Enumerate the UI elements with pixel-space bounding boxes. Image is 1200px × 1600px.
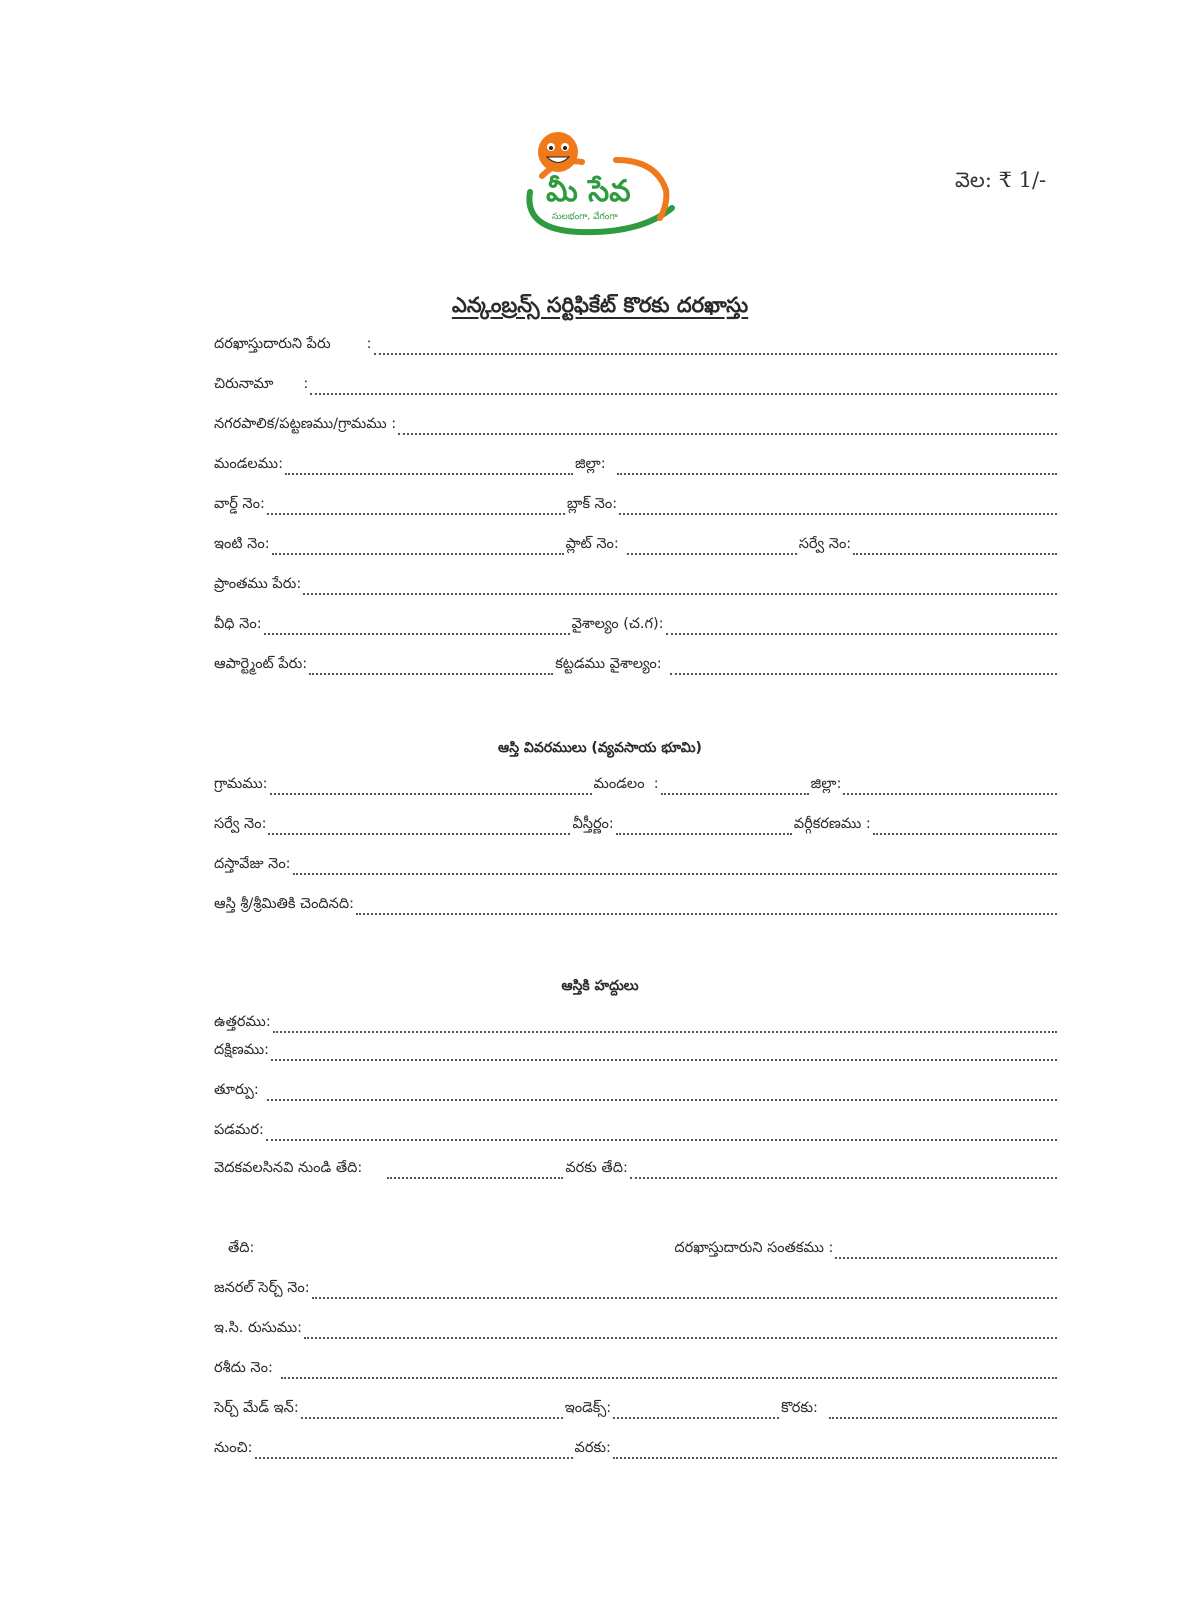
input-line[interactable] <box>293 873 1057 875</box>
input-line[interactable] <box>616 833 792 835</box>
input-line[interactable] <box>853 553 1057 555</box>
label: సర్వే నెం: <box>798 536 852 552</box>
label: సర్వే నెం <box>214 816 262 832</box>
label: దక్షిణము <box>214 1042 265 1058</box>
field-west: పడమర : <box>214 1122 1059 1146</box>
label: వరకు <box>574 1440 607 1456</box>
label: సెర్చ్ మేడ్ ఇన్ <box>214 1400 294 1416</box>
input-line[interactable] <box>270 793 592 795</box>
field-survey-extent-class: సర్వే నెం : వీస్తీర్ణం : వర్గీకరణము : <box>214 816 1059 840</box>
label: ఉత్తరము <box>214 1014 266 1030</box>
field-applicant-name: దరఖాస్తుదారుని పేరు : <box>214 336 1059 360</box>
label: ఆస్తి శ్రీ/శ్రీమితికి చెందినది <box>214 896 350 912</box>
input-line[interactable] <box>285 473 573 475</box>
input-line[interactable] <box>613 1457 1057 1459</box>
label: నగరపాలిక/పట్టణము/గ్రామము <box>214 416 387 432</box>
input-line[interactable] <box>374 353 1058 355</box>
label: చిరునామా <box>214 376 274 392</box>
page-title: ఎన్కంబ్రన్స్ సర్టిఫికేట్ కొరకు దరఖాస్తు <box>451 293 749 317</box>
label: దరఖాస్తుదారుని సంతకము <box>674 1240 824 1256</box>
label: వీధి నెం <box>214 616 257 632</box>
field-ward-block: వార్డ్ నెం : బ్లాక్ నెం : <box>214 496 1059 520</box>
input-line[interactable] <box>310 393 1057 395</box>
input-line[interactable] <box>617 473 1057 475</box>
label: వరకు తేది <box>565 1160 623 1176</box>
label: మండలం <box>593 776 645 792</box>
input-line[interactable] <box>829 1417 1057 1419</box>
field-apartment-building: ఆపార్ట్మెంట్ పేరు : కట్టడము వైశాల్యం: <box>214 656 1059 680</box>
label: ఇండెక్స్ <box>564 1400 607 1416</box>
field-date-signature: తేది : దరఖాస్తుదారుని సంతకము : <box>214 1240 1059 1264</box>
field-house-plot-survey: ఇంటి నెం : ప్లాట్ నెం: సర్వే నెం: <box>214 536 1059 560</box>
mee-seva-logo <box>520 130 680 240</box>
input-line[interactable] <box>356 913 1057 915</box>
input-line[interactable] <box>309 673 553 675</box>
label: తేది <box>228 1240 250 1256</box>
field-village-mandal-district: గ్రామము : మండలం : జిల్లా : <box>214 776 1059 800</box>
field-general-search-no: జనరల్ సెర్చ్ నెం : <box>214 1280 1059 1304</box>
label: కొరకు <box>781 1400 813 1416</box>
input-line[interactable] <box>264 633 570 635</box>
label: రశీదు నెం: <box>214 1360 273 1376</box>
label: వెదకవలసినవి నుండి తేది <box>214 1160 358 1176</box>
input-line[interactable] <box>387 1177 563 1179</box>
label: వార్డ్ నెం <box>214 496 260 512</box>
field-south: దక్షిణము : <box>214 1042 1059 1066</box>
label: ప్రాంతము పేరు <box>214 576 297 592</box>
field-search-made-in: సెర్చ్ మేడ్ ఇన్ : ఇండెక్స్ : కొరకు : <box>214 1400 1059 1424</box>
input-line[interactable] <box>835 1257 1057 1259</box>
input-line[interactable] <box>619 513 1057 515</box>
label: కట్టడము వైశాల్యం: <box>555 656 662 672</box>
label: గ్రామము <box>214 776 263 792</box>
input-line[interactable] <box>661 793 809 795</box>
label: ప్లాట్ నెం: <box>565 536 619 552</box>
label: ఇంటి నెం <box>214 536 265 552</box>
input-line[interactable] <box>613 1417 779 1419</box>
field-document-no: దస్తావేజు నెం : <box>214 856 1059 880</box>
input-line[interactable] <box>398 433 1057 435</box>
input-line[interactable] <box>312 1297 1057 1299</box>
label: వైశాల్యం (చ.గ) <box>571 616 659 632</box>
input-line[interactable] <box>873 833 1057 835</box>
field-east <box>214 1082 1059 1106</box>
label: దరఖాస్తుదారుని పేరు <box>214 336 331 352</box>
field-mandal-district: మండలము : జిల్లా : <box>214 456 1059 480</box>
input-line[interactable] <box>303 593 1057 595</box>
input-line[interactable] <box>281 1377 1057 1379</box>
field-address: చిరునామా : <box>214 376 1059 400</box>
field-from-to: నుంచి : వరకు : <box>214 1440 1059 1464</box>
label: నుంచి <box>214 1440 248 1456</box>
label: ఆపార్ట్మెంట్ పేరు <box>214 656 303 672</box>
label: జిల్లా <box>574 456 601 472</box>
label: వర్గీకరణము <box>793 816 862 832</box>
input-line[interactable] <box>267 1099 1057 1101</box>
label: ఇ.సి. రుసుము <box>214 1320 298 1336</box>
form-price: వెల: ₹ 1/- <box>955 168 1047 192</box>
input-line[interactable] <box>272 553 564 555</box>
input-line[interactable] <box>273 1031 1057 1033</box>
label: బ్లాక్ నెం <box>566 496 613 512</box>
field-receipt-no <box>214 1360 1059 1384</box>
input-line[interactable] <box>266 1139 1057 1141</box>
label: మండలము <box>214 456 279 472</box>
field-ec-fee: ఇ.సి. రుసుము : <box>214 1320 1059 1344</box>
input-line[interactable] <box>630 1177 1057 1179</box>
field-street-extent: వీధి నెం : వైశాల్యం (చ.గ) : <box>214 616 1059 640</box>
input-line[interactable] <box>255 1457 573 1459</box>
label: వీస్తీర్ణం <box>572 816 609 832</box>
label: దస్తావేజు నెం <box>214 856 286 872</box>
input-line[interactable] <box>627 553 797 555</box>
label: తూర్పు: <box>214 1082 259 1098</box>
input-line[interactable] <box>670 673 1057 675</box>
field-owner: ఆస్తి శ్రీ/శ్రీమితికి చెందినది : <box>214 896 1059 920</box>
input-line[interactable] <box>268 833 570 835</box>
property-heading: ఆస్తి వివరములు (వ్యవసాయ భూమి) <box>498 740 702 756</box>
input-line[interactable] <box>271 1059 1057 1061</box>
logo-name: మీ సేవ <box>546 174 631 209</box>
field-search-period: వెదకవలసినవి నుండి తేది : వరకు తేది : <box>214 1160 1059 1184</box>
field-north: ఉత్తరము : <box>214 1014 1059 1038</box>
boundaries-heading: ఆస్తికి హద్దులు <box>561 978 639 994</box>
logo-tagline: సులభంగా, వేగంగా <box>552 212 618 222</box>
label: జనరల్ సెర్చ్ నెం <box>214 1280 305 1296</box>
input-line[interactable] <box>267 513 565 515</box>
label: జిల్లా <box>810 776 837 792</box>
input-line[interactable] <box>301 1417 563 1419</box>
input-line[interactable] <box>304 1337 1057 1339</box>
input-line[interactable] <box>843 793 1057 795</box>
label: పడమర <box>214 1122 259 1138</box>
field-municipality: నగరపాలిక/పట్టణము/గ్రామము : <box>214 416 1059 440</box>
field-area-name: ప్రాంతము పేరు : <box>214 576 1059 600</box>
input-line[interactable] <box>666 633 1057 635</box>
